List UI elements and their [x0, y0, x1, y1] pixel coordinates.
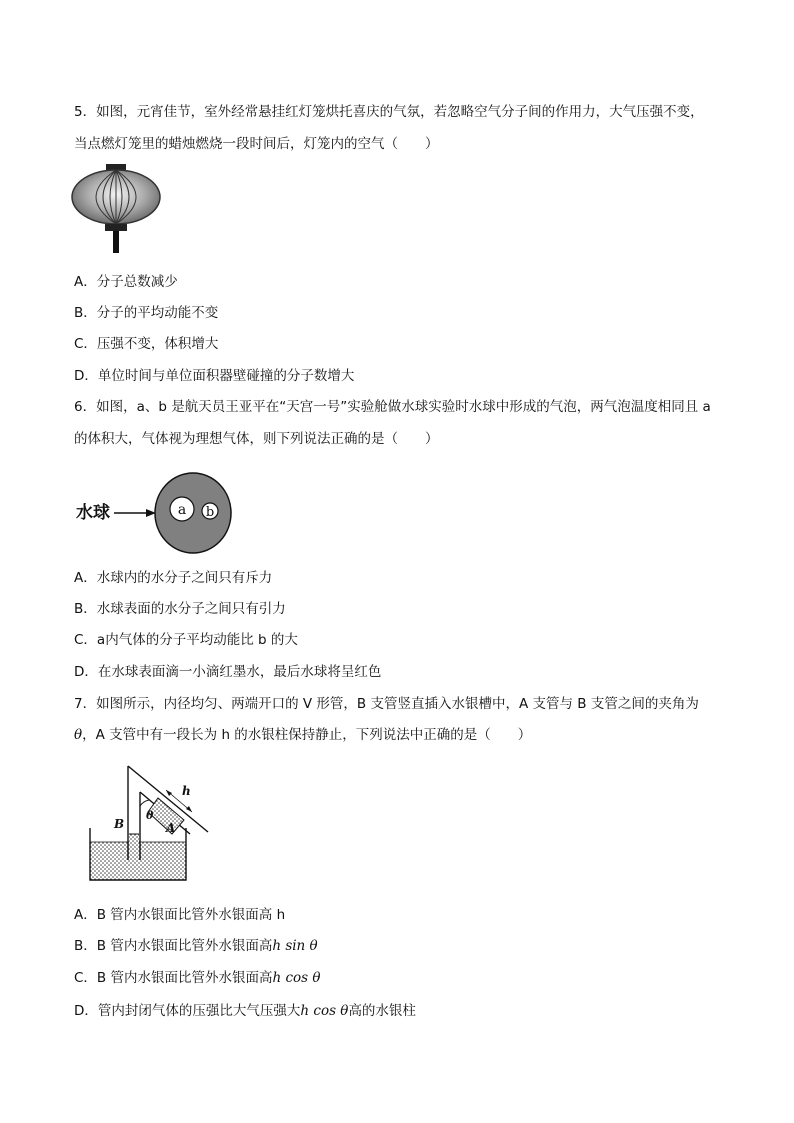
q7-option-b: B．B 管内水银面比管外水银面高h sin θ: [74, 938, 318, 954]
expr-hcos: h cos θ: [272, 970, 321, 986]
label-h: h: [182, 784, 191, 798]
q7-stem-line1: 7．如图所示，内径均匀、两端开口的 V 形管，B 支管竖直插入水银槽中，A 支管与 B 支管之间的夹角为: [74, 696, 699, 712]
q5-option-a: A．分子总数减少: [74, 274, 178, 290]
label-b: B: [114, 817, 125, 831]
theta-symbol: θ: [74, 727, 83, 743]
expr-hsin: h sin θ: [272, 938, 318, 954]
water-ball-label: 水球: [76, 503, 110, 523]
q5-stem-line2: 当点燃灯笼里的蜡烛燃烧一段时间后，灯笼内的空气（ ）: [74, 136, 439, 152]
q5-stem-line1: 5．如图，元宵佳节，室外经常悬挂红灯笼烘托喜庆的气氛，若忽略空气分子间的作用力，大气压强不变，: [74, 104, 704, 120]
q6-option-a: A．水球内的水分子之间只有斥力: [74, 570, 273, 586]
lantern-bottom-cap: [105, 224, 127, 231]
lantern-tassel: [113, 231, 119, 253]
q5-option-b: B．分子的平均动能不变: [74, 305, 219, 321]
bubble-b-label: b: [205, 505, 215, 520]
bubble-a-label: a: [177, 502, 187, 518]
expr-hcos-d: h cos θ: [300, 1003, 349, 1019]
q6-stem-line2: 的体积大，气体视为理想气体，则下列说法正确的是（ ）: [74, 431, 439, 447]
angle-arc: [140, 800, 149, 806]
q5-option-c: C．压强不变，体积增大: [74, 336, 219, 352]
label-theta: θ: [146, 809, 154, 822]
q7-stem-line2: θ，A 支管中有一段长为 h 的水银柱保持静止，下列说法中正确的是（ ）: [74, 727, 532, 743]
q7-option-a: A．B 管内水银面比管外水银面高 h: [74, 907, 286, 923]
lantern-top-cap: [106, 164, 126, 170]
lantern-figure: [70, 164, 166, 256]
q6-option-b: B．水球表面的水分子之间只有引力: [74, 601, 286, 617]
q5-option-d: D．单位时间与单位面积器壁碰撞的分子数增大: [74, 368, 355, 384]
water-ball-figure: [74, 470, 244, 556]
mercury-in-b: [129, 834, 139, 860]
q7-option-d: D．管内封闭气体的压强比大气压强大h cos θ高的水银柱: [74, 1003, 416, 1019]
q6-stem-line1: 6．如图，a、b 是航天员王亚平在“天宫一号”实验舱做水球实验时水球中形成的气泡，两气泡温度相同且 a: [74, 399, 711, 415]
v-tube-figure: [86, 762, 226, 886]
label-a: A: [166, 821, 176, 835]
q6-option-c: C．a内气体的分子平均动能比 b 的大: [74, 632, 298, 648]
q7-option-c: C．B 管内水银面比管外水银面高h cos θ: [74, 970, 321, 986]
q6-option-d: D．在水球表面滴一小滴红墨水，最后水球将呈红色: [74, 664, 382, 680]
